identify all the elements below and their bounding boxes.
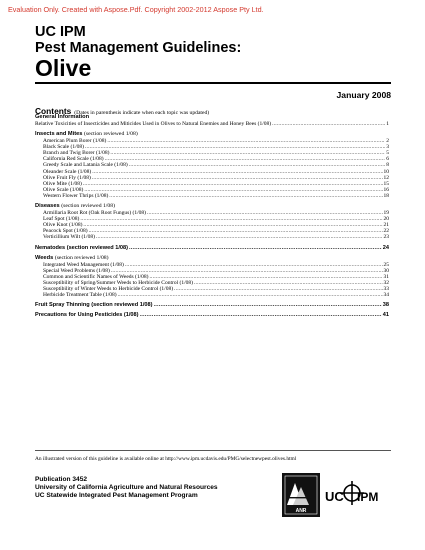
- toc-dot-leader: [140, 312, 382, 318]
- toc-entry-title: Fruit Spray Thinning (section reviewed 1/08): [35, 302, 153, 309]
- contents-title: Contents: [35, 106, 72, 116]
- footer-divider: [35, 450, 391, 451]
- toc-entry-title: Susceptibility of Winter Weeds to Herbicide Control (1/08): [43, 285, 174, 292]
- toc-page-number: 15: [383, 180, 389, 187]
- toc-entry-title: Oleander Scale (1/08): [43, 168, 92, 175]
- toc-section-note: (section reviewed 1/08): [61, 203, 115, 210]
- toc-entry-title: Peacock Spot (1/08): [43, 228, 88, 235]
- anr-logo: [282, 473, 320, 517]
- toc-entry[interactable]: [35, 193, 389, 199]
- publisher-name: University of California Agriculture and Natural Resources: [35, 484, 218, 492]
- toc-entry-title: Special Weed Problems (1/08): [43, 267, 110, 274]
- toc-entry-title: Verticillium Wilt (1/08): [43, 234, 95, 241]
- toc-section-name: Diseases: [35, 203, 60, 210]
- toc-entry[interactable]: [35, 234, 389, 240]
- publication-number: Publication 3452: [35, 476, 88, 483]
- toc-page-number: 1: [386, 121, 389, 127]
- toc-dot-leader: [154, 302, 382, 308]
- toc-page-number: 2: [386, 138, 389, 145]
- toc-entry-title: Precautions for Using Pesticides (1/08): [35, 312, 139, 319]
- toc-entry-title: Olive Fruit Fly (1/08): [43, 174, 91, 181]
- toc-page-number: 20: [383, 216, 389, 223]
- toc-entry-title: American Plum Borer (1/08): [43, 138, 107, 145]
- contents-note: (Dates in parenthesis indicate when each topic was updated): [74, 110, 210, 116]
- title-line-3: Olive: [35, 55, 92, 81]
- toc-entry[interactable]: [35, 292, 389, 298]
- uc-ipm-logo: [325, 481, 378, 505]
- toc-entry[interactable]: [35, 302, 389, 308]
- toc-section-name: Weeds: [35, 254, 54, 261]
- toc-section-title: [35, 255, 389, 262]
- toc-entry-title: Integrated Weed Management (1/08): [43, 261, 124, 268]
- toc-dot-leader: [96, 234, 383, 240]
- toc-section-name: General Information: [35, 114, 90, 120]
- toc-page-number: 25: [383, 261, 389, 268]
- svg-text:IPM: IPM: [357, 490, 379, 504]
- toc-entry-title: Nematodes (section reviewed 1/08): [35, 244, 128, 251]
- toc-section-name: Insects and Mites: [35, 131, 83, 138]
- toc-page-number: 18: [383, 192, 389, 199]
- toc-section-note: (section reviewed 1/08): [54, 254, 109, 261]
- toc-entry-title: Olive Mite (1/08): [43, 180, 82, 187]
- anr-logo-text: ANR: [295, 508, 307, 514]
- toc-section-title: [35, 114, 389, 121]
- toc-dot-leader: [109, 193, 382, 199]
- toc-page-number: 5: [386, 150, 389, 157]
- toc-page-number: 31: [383, 273, 389, 280]
- toc-entry-title: Leaf Spot (1/08): [43, 216, 80, 223]
- toc-page-number: 34: [383, 292, 389, 299]
- toc-page-number: 3: [386, 144, 389, 151]
- online-version-note: An illustrated version of this guideline is available online at http://www.ipm.ucdavis.edu/PMG/selectnewpest.olives.html: [35, 456, 297, 462]
- toc-page-number: 12: [383, 174, 389, 181]
- toc-page-number: 16: [383, 186, 389, 193]
- title-line-2: Pest Management Guidelines:: [35, 40, 242, 56]
- toc-entry-title: Olive Knot (1/08): [43, 222, 83, 229]
- toc-page-number: 21: [383, 222, 389, 229]
- toc-section-note: (section reviewed 1/08): [84, 131, 138, 138]
- toc-page-number: 24: [382, 244, 389, 251]
- toc-dot-leader: [129, 245, 382, 251]
- toc-entry[interactable]: [35, 121, 389, 127]
- toc-page-number: 32: [383, 279, 389, 286]
- toc-page-number: 19: [383, 210, 389, 217]
- svg-text:UC: UC: [325, 489, 344, 504]
- toc-page-number: 30: [383, 267, 389, 274]
- table-of-contents: [35, 114, 389, 318]
- document-title: [35, 25, 241, 80]
- toc-page-number: 41: [382, 312, 389, 319]
- watermark-text: Evaluation Only. Created with Aspose.Pdf. Copyright 2002-2012 Aspose Pty Ltd.: [8, 5, 264, 14]
- toc-entry-title: Armillaria Root Rot (Oak Root Fungus) (1/08): [43, 210, 146, 217]
- toc-entry-title: California Red Scale (1/08): [43, 156, 104, 163]
- title-line-1: UC IPM: [35, 24, 86, 40]
- toc-dot-leader: [118, 292, 383, 298]
- toc-entry-title: Olive Scale (1/08): [43, 186, 84, 193]
- toc-page-number: 23: [383, 234, 389, 241]
- toc-page-number: 6: [386, 156, 389, 163]
- publication-date: January 2008: [336, 90, 391, 100]
- toc-entry-title: Branch and Twig Borer (1/08): [43, 150, 110, 157]
- program-name: UC Statewide Integrated Pest Management Program: [35, 492, 198, 500]
- toc-entry-title: Black Scale (1/08): [43, 144, 84, 151]
- logos: [281, 471, 391, 519]
- toc-page-number: 10: [383, 168, 389, 175]
- title-divider: [35, 82, 391, 84]
- toc-page-number: 33: [383, 285, 389, 292]
- toc-section-title: [35, 203, 389, 210]
- publication-info: [35, 476, 218, 501]
- toc-entry-title: Herbicide Treatment Table (1/08): [43, 292, 117, 299]
- toc-page-number: 22: [383, 228, 389, 235]
- toc-entry[interactable]: [35, 312, 389, 318]
- toc-entry-title: Susceptibility of Spring/Summer Weeds to Herbicide Control (1/08): [43, 279, 193, 286]
- toc-page-number: 8: [386, 162, 389, 169]
- toc-entry-title: Greedy Scale and Latania Scale (1/08): [43, 162, 128, 169]
- toc-dot-leader: [272, 121, 385, 127]
- toc-page-number: 38: [382, 302, 389, 309]
- toc-entry-title: Common and Scientific Names of Weeds (1/08): [43, 273, 149, 280]
- toc-entry[interactable]: [35, 245, 389, 251]
- toc-entry-title: Relative Toxicities of Insecticides and Miticides Used in Olives to Natural Enemies and Honey Bees (1/08): [35, 121, 272, 127]
- toc-entry-title: Western Flower Thrips (1/08): [43, 192, 109, 199]
